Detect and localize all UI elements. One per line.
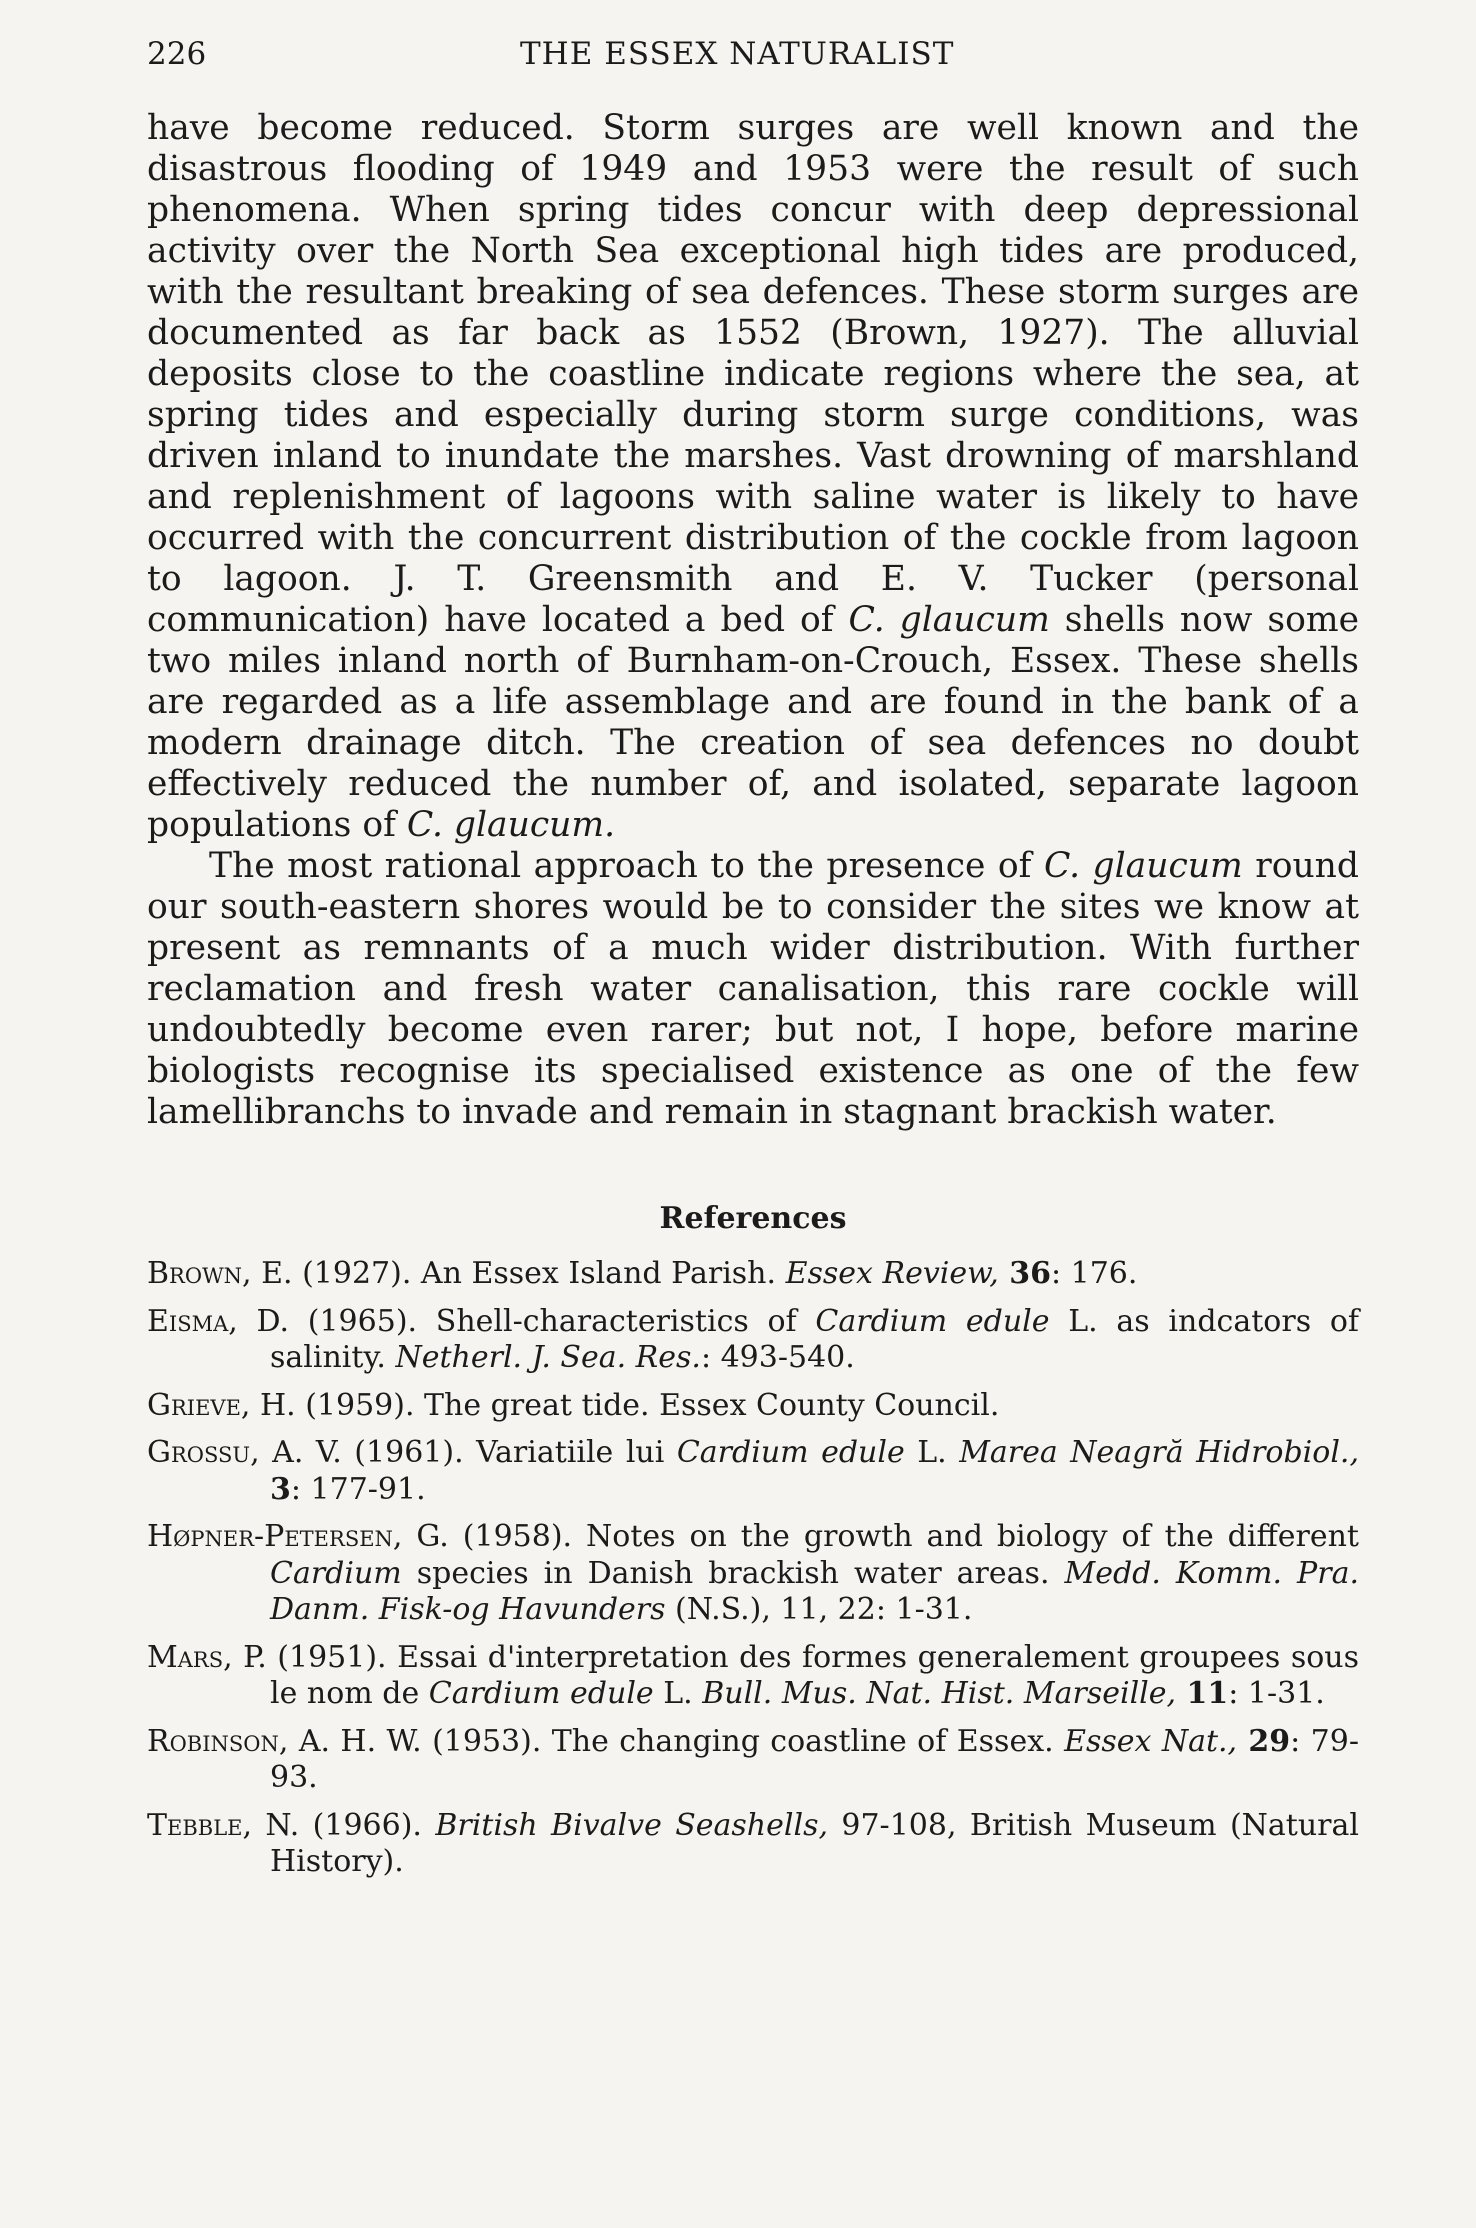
reference-author: Tebble [147, 1807, 243, 1843]
reference-author: Grossu [147, 1435, 251, 1470]
reference-item [147, 1640, 1359, 1713]
reference-species: Cardium edule [676, 1435, 905, 1470]
reference-species: Cardium edule [428, 1676, 654, 1711]
reference-text: L. as indcators of salinity. [270, 1303, 1359, 1375]
paragraph-1 [147, 108, 1359, 846]
paragraph-1-text-a: have become reduced. Storm surges are well known and the disastrous flooding of 1949 and 1953 were the result of such phenomena. When spring tides concur with deep depressional activity over the North Sea exceptional high tides are produced, with the resultant breaking of sea defences. These storm surges are documented as far back as 1552 (Brown, 1927). The alluvial deposits close to the coastline indicate regions where the sea, at spring tides and especially during storm surge conditions, was driven inland to inundate the marshes. Vast drowning of marshland and replenishment of lagoons with saline water is likely to have occurred with the concurrent distribution of the cockle from lagoon to lagoon. J. T. Greensmith and E. V. Tucker (personal communication) have located a bed of [147, 108, 1359, 640]
page-number: 226 [147, 36, 207, 72]
reference-journal: Netherl. J. Sea. Res. [395, 1340, 701, 1375]
reference-journal: Medd. Komm. Pra. Danm. Fisk-og Havunders [270, 1555, 1359, 1627]
species-name: C. glaucum [1043, 846, 1243, 886]
reference-pages: : 177-91. [290, 1471, 426, 1507]
reference-item [147, 1808, 1359, 1881]
reference-text: 97-108, British Museum (Natural History). [270, 1807, 1359, 1879]
reference-text: L. [904, 1435, 960, 1470]
reference-text: , H. (1959). The great tide. Essex County Council. [240, 1387, 1000, 1423]
reference-pages: : 176. [1050, 1256, 1138, 1291]
reference-text: , A. H. W. (1953). The changing coastline of Essex. [278, 1723, 1065, 1759]
reference-journal: Bull. Mus. Nat. Hist. Marseille, [702, 1676, 1177, 1711]
paragraph-2-text-b: round our south-eastern shores would be to consider the sites we know at present as remnants of a much wider distribution. With further reclamation and fresh water canalisation, this rare cockle will undoubtedly become even rarer; but not, I hope, before marine biologists recognise its specialised existence as one of the few lamellibranchs to invade and remain in stagnant brackish water. [147, 846, 1359, 1132]
reference-book-title: British Bivalve Seashells, [435, 1807, 828, 1843]
reference-pages: : 493-540. [700, 1340, 855, 1375]
reference-volume: 36 [998, 1256, 1051, 1291]
reference-pages: : 79-93. [270, 1723, 1359, 1795]
species-name: C. glaucum. [406, 805, 616, 845]
reference-volume: 3 [270, 1471, 291, 1507]
reference-author: Eisma [147, 1303, 229, 1339]
reference-volume: 29 [1237, 1723, 1291, 1759]
body-text [147, 108, 1359, 1133]
reference-author: Mars [147, 1639, 224, 1675]
reference-item [147, 1435, 1359, 1508]
reference-journal: Marea Neagră Hidrobiol., [959, 1435, 1360, 1470]
reference-volume: 11 [1176, 1676, 1229, 1711]
paragraph-2 [147, 846, 1359, 1133]
reference-species: Cardium [270, 1555, 402, 1591]
reference-author: Robinson [147, 1723, 279, 1759]
paragraph-2-text-a: The most rational approach to the presence of [209, 846, 1044, 886]
reference-author: Brown [147, 1256, 243, 1291]
reference-item [147, 1256, 1359, 1293]
reference-text: , G. (1958). Notes on the growth and biology of the different [392, 1519, 1359, 1554]
reference-pages: : 1-31. [1228, 1676, 1325, 1711]
reference-text: , P. (1951). Essai d'interpretation des formes generalement groupees sous le nom de [223, 1639, 1359, 1711]
reference-pages: (N.S.), 11, 22: 1-31. [665, 1592, 973, 1627]
paragraph-1-text-b: shells now some two miles inland north of Burnham-on-Crouch, Essex. These shells are regarded as a life assemblage and are found in the bank of a modern drainage ditch. The creation of sea defences no doubt effectively reduced the number of, and isolated, separate lagoon populations of [147, 600, 1359, 845]
page-header [147, 36, 1347, 80]
reference-author: Høpner-Petersen [147, 1519, 393, 1554]
reference-text: , E. (1927). An Essex Island Parish. [242, 1256, 786, 1291]
reference-author: Grieve [147, 1387, 241, 1423]
species-name: C. glaucum [848, 600, 1050, 640]
reference-journal: Essex Review, [785, 1256, 999, 1291]
reference-item [147, 1304, 1359, 1377]
reference-text: species in Danish brackish water areas. [401, 1555, 1065, 1591]
reference-species: Cardium edule [815, 1303, 1050, 1339]
references-heading: References [659, 1201, 847, 1236]
reference-text: , N. (1966). [242, 1807, 436, 1843]
references-list [147, 1256, 1359, 1892]
reference-item [147, 1724, 1359, 1797]
reference-item [147, 1519, 1359, 1629]
reference-text: , D. (1965). Shell-characteristics of [228, 1303, 816, 1339]
reference-text: L. [653, 1676, 703, 1711]
reference-text: , A. V. (1961). Variatiile lui [250, 1435, 677, 1470]
reference-journal: Essex Nat., [1064, 1723, 1238, 1759]
reference-item [147, 1388, 1359, 1425]
running-title: THE ESSEX NATURALIST [520, 36, 955, 72]
